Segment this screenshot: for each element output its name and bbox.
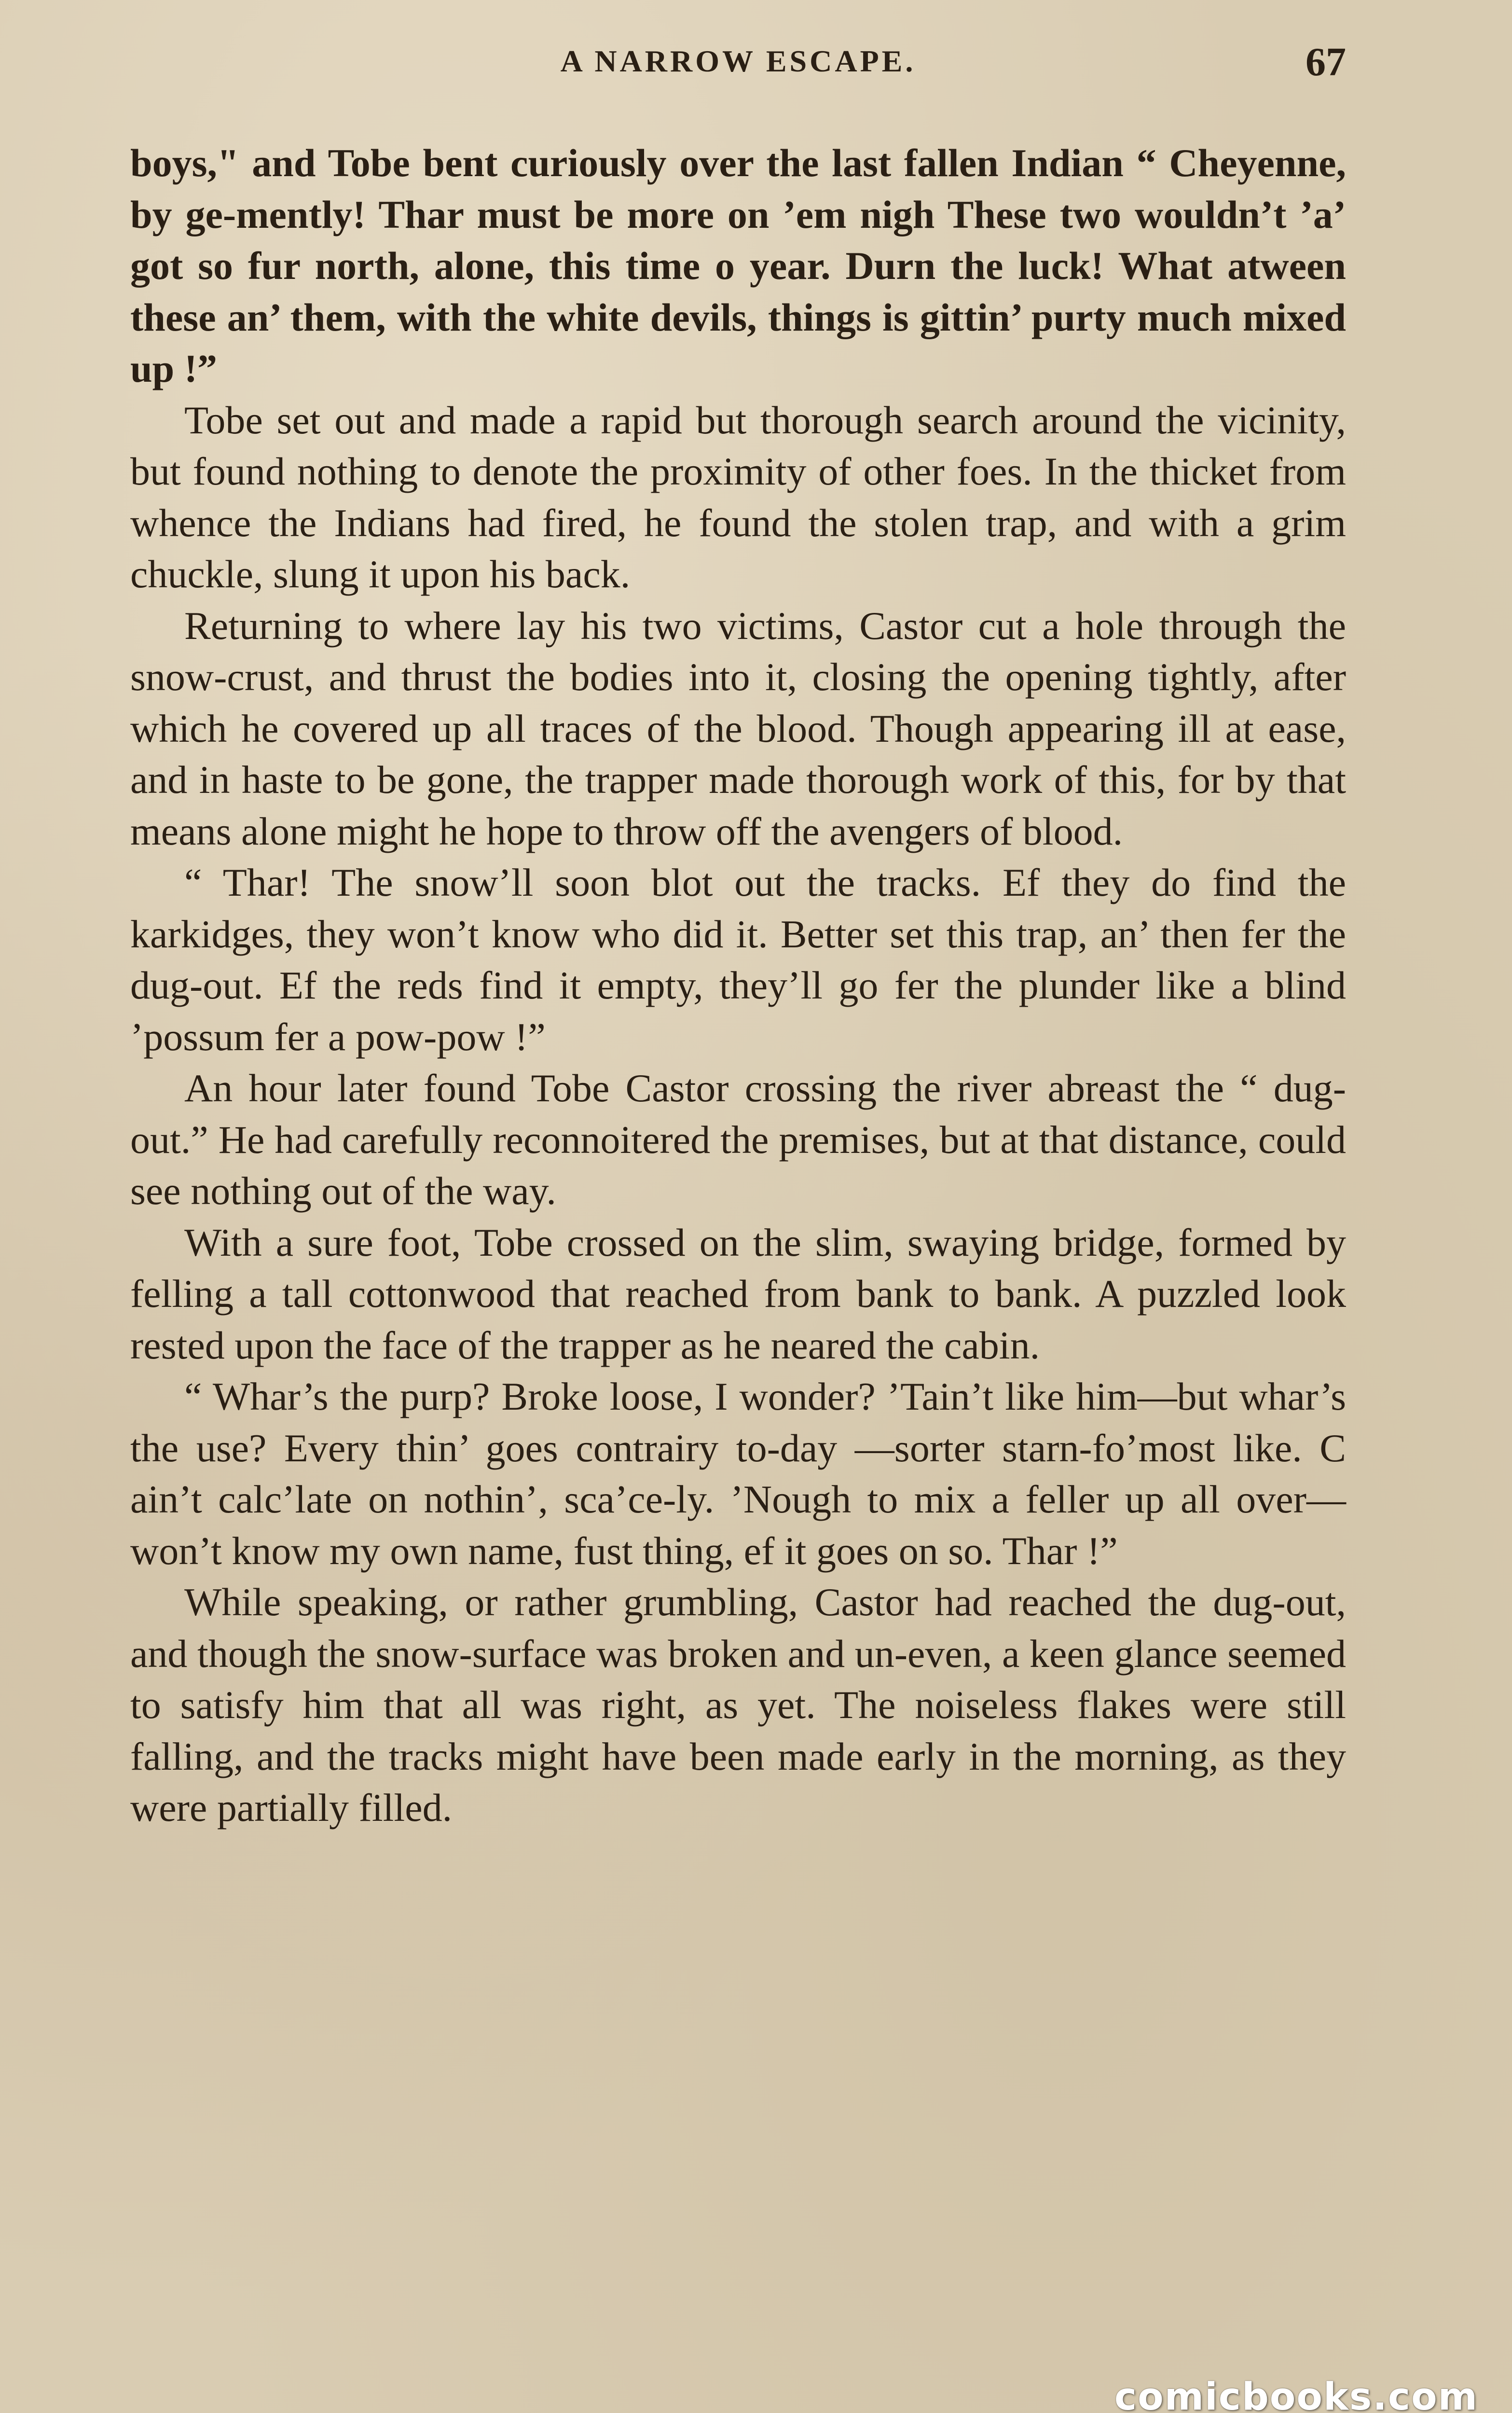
paragraph-3: Returning to where lay his two victims, Castor cut a hole through the snow-crust, and thrust the bodies into it, closing the opening tightly, after which he covered up all traces of the blood. Though appearing ill at ease, and in haste to be gone, the trapper made thorough work of this, for by that means alone might he hope to throw off the avengers of blood.: [130, 603, 1346, 853]
watermark: comicbooks.com: [1114, 2375, 1478, 2413]
running-head: [130, 39, 1346, 87]
paragraph-2: Tobe set out and made a rapid but thorough search around the vicinity, but found nothing to denote the proximity of other foes. In the thicket from whence the Indians had fired, he found the stolen trap, and with a grim chuckle, slung it upon his back.: [130, 398, 1346, 596]
paragraph-5: An hour later found Tobe Castor crossing the river abreast the “ dug-out.” He had carefully reconnoitered the premises, but at that distance, could see nothing out of the way.: [130, 1066, 1346, 1213]
body-text: [130, 138, 1346, 1834]
paragraph-8: While speaking, or rather grumbling, Castor had reached the dug-out, and though the snow-surface was broken and un-even, a keen glance seemed to satisfy him that all was right, as yet. The noiseless flakes were still falling, and the tracks might have been made early in the morning, as they were partially filled.: [130, 1580, 1346, 1830]
paragraph-1: boys," and Tobe bent curiously over the last fallen Indian “ Cheyenne, by ge-mently! Thar must be more on ’em nigh These two wouldn’t ’a’ got so fur north, alone, this time o year. Durn the luck! What atween these an’ them, with the white devils, things is gittin’ purty much mixed up !”: [130, 141, 1346, 390]
paragraph-6: With a sure foot, Tobe crossed on the slim, swaying bridge, formed by felling a tall cottonwood that reached from bank to bank. A puzzled look rested upon the face of the trapper as he neared the cabin.: [130, 1220, 1346, 1367]
paragraph-7: “ Whar’s the purp? Broke loose, I wonder? ’Tain’t like him—but whar’s the use? Every thin’ goes contrairy to-day —sorter starn-fo’most like. C ain’t calc’late on nothin’, sca’ce-ly. ’Nough to mix a feller up all over—won’t know my own name, fust thing, ef it goes on so. Thar !”: [130, 1374, 1346, 1573]
page-number: 67: [1306, 40, 1346, 84]
running-title: A NARROW ESCAPE.: [560, 44, 916, 78]
paragraph-4: “ Thar! The snow’ll soon blot out the tracks. Ef they do find the karkidges, they won’t know who did it. Better set this trap, an’ then fer the dug-out. Ef the reds find it empty, they’ll go fer the plunder like a blind ’possum fer a pow-pow !”: [130, 860, 1346, 1059]
